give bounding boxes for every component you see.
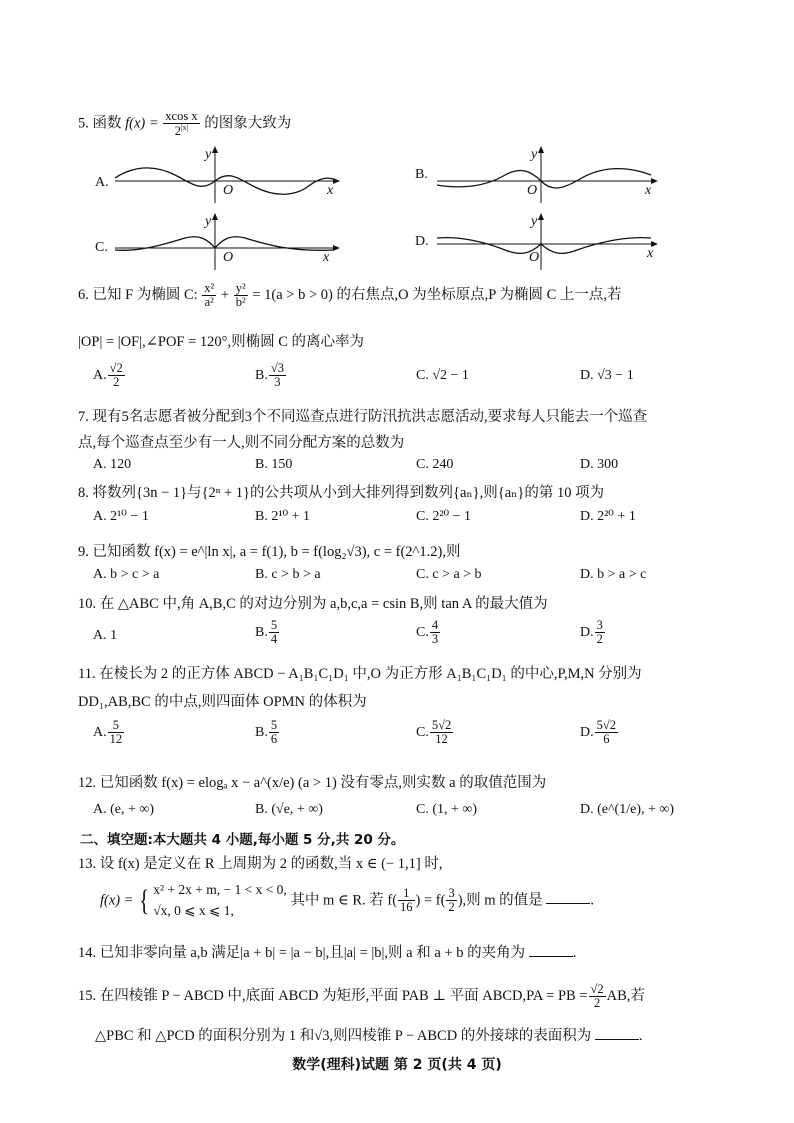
section-heading-fill-in: 二、填空题:本大题共 4 小题,每小题 5 分,共 20 分。 xyxy=(80,832,405,848)
q14-line1: 14. 已知非零向量 a,b 满足|a + b| = |a − b|,且|a| = |b|,则 a 和 a + b 的夹角为 . xyxy=(78,945,577,961)
q13-piecewise: f(x) = { x² + 2x + m, − 1 < x < 0, √x, 0 ⩽ x ⩽ 1, 其中 m ∈ R. 若 f( $\frac{1}{16}$ ) = f( $\frac{3}{2}$ ),则 m 的值是 . xyxy=(100,882,594,918)
q8-option-a: A. 2¹⁰ − 1 xyxy=(93,509,149,524)
q7-option-b: B. 150 xyxy=(255,457,293,472)
q13-answer-blank xyxy=(546,893,590,904)
q6-line1: 6. 已知 F 为椭圆 C: $\frac{\text{x²}}{\text{a²}}$ + $\frac{\text{y²}}{\text{b²}}$ = 1(a > b > 0) 的右焦点,O 为坐标原点,P 为椭圆 C 上一点,若 xyxy=(78,281,622,310)
q10-option-b: B. $\frac{5}{4}$ xyxy=(255,618,278,647)
q11-option-a: A. $\frac{5}{12}$ xyxy=(93,718,123,747)
q9-option-d: D. b > a > c xyxy=(580,567,647,582)
q6-line2: |OP| = |OF|,∠POF = 120°,则椭圆 C 的离心率为 xyxy=(78,334,365,350)
q11-option-c: C. $\frac{5√2}{12}$ xyxy=(416,718,452,747)
graph-b-plot xyxy=(415,145,665,205)
graph-d: D. y O x xyxy=(415,212,665,277)
q5-fraction: $\frac{\text{xcos x}}{2^{|x|}}$ xyxy=(165,109,198,139)
q6-option-a: A. $\frac{√2}{2}$ xyxy=(93,361,123,390)
graph-a-plot xyxy=(95,145,345,205)
q12-option-c: C. (1, + ∞) xyxy=(416,802,478,817)
q7-option-c: C. 240 xyxy=(416,457,454,472)
q12-option-b: B. (√e, + ∞) xyxy=(255,802,323,817)
q6-option-c: C. √2 − 1 xyxy=(416,368,469,383)
q9-option-b: B. c > b > a xyxy=(255,567,321,582)
q12-option-a: A. (e, + ∞) xyxy=(93,802,155,817)
page-footer: 数学(理科)试题 第 2 页(共 4 页) xyxy=(292,1057,502,1073)
q11-option-d: D. $\frac{5√2}{6}$ xyxy=(580,718,616,747)
q10-line1: 10. 在 △ABC 中,角 A,B,C 的对边分别为 a,b,c,a = csin B,则 tan A 的最大值为 xyxy=(78,596,548,612)
q11-line2: DD₁,AB,BC 的中点,则四面体 OPMN 的体积为 xyxy=(78,694,367,710)
q8-option-c: C. 2²⁰ − 1 xyxy=(416,509,472,524)
q9-option-c: C. c > a > b xyxy=(416,567,482,582)
q11-option-b: B. $\frac{5}{6}$ xyxy=(255,718,278,747)
graph-b: B. y O x xyxy=(415,145,665,210)
q14-answer-blank xyxy=(529,946,573,957)
q7-line1: 7. 现有5名志愿者被分配到3个不同巡查点进行防汛抗洪志愿活动,要求每人只能去一个巡查 xyxy=(78,409,648,425)
graph-c: C. y O x xyxy=(95,212,345,277)
q9-line1: 9. 已知函数 f(x) = e^|ln x|, a = f(1), b = f(log₂√3), c = f(2^1.2),则 xyxy=(78,544,461,560)
q8-option-b: B. 2¹⁰ + 1 xyxy=(255,509,311,524)
q9-option-a: A. b > c > a xyxy=(93,567,160,582)
q12-option-d: D. (e^(1/e), + ∞) xyxy=(580,802,675,817)
q10-option-d: D. $\frac{3}{2}$ xyxy=(580,618,603,647)
q5-stem: 5. 函数 f(x) = $\frac{\text{xcos x}}{2^{|x|}}$ 的图象大致为 xyxy=(78,109,292,139)
q10-option-a: A. 1 xyxy=(93,628,118,643)
q7-line2: 点,每个巡查点至少有一人,则不同分配方案的总数为 xyxy=(78,435,405,451)
q10-option-c: C. $\frac{4}{3}$ xyxy=(416,618,439,647)
q6-option-b: B. $\frac{√3}{3}$ xyxy=(255,361,284,390)
graph-c-plot xyxy=(95,212,345,272)
q6-option-d: D. √3 − 1 xyxy=(580,368,634,383)
q7-option-d: D. 300 xyxy=(580,457,619,472)
q13-line1: 13. 设 f(x) 是定义在 R 上周期为 2 的函数,当 x ∈ (− 1,1] 时, xyxy=(78,856,443,872)
q8-option-d: D. 2²⁰ + 1 xyxy=(580,509,636,524)
q7-option-a: A. 120 xyxy=(93,457,132,472)
q15-line1: 15. 在四棱锥 P − ABCD 中,底面 ABCD 为矩形,平面 PAB ⊥ 平面 ABCD,PA = PB = $\frac{√2}{2}$ AB,若 xyxy=(78,982,645,1011)
q11-line1: 11. 在棱长为 2 的正方体 ABCD − A₁B₁C₁D₁ 中,O 为正方形 A₁B₁C₁D₁ 的中心,P,M,N 分别为 xyxy=(78,666,642,682)
q12-line1: 12. 已知函数 f(x) = elogₐ x − a^(x/e) (a > 1) 没有零点,则实数 a 的取值范围为 xyxy=(78,775,547,791)
q15-line2: △PBC 和 △PCD 的面积分别为 1 和√3,则四棱锥 P − ABCD 的外接球的表面积为 . xyxy=(95,1028,643,1044)
q15-answer-blank xyxy=(595,1029,639,1040)
q8-line1: 8. 将数列{3n − 1}与{2ⁿ + 1}的公共项从小到大排列得到数列{aₙ},则{aₙ}的第 10 项为 xyxy=(78,485,605,501)
graph-d-plot xyxy=(415,212,665,272)
graph-a: A. y O x xyxy=(95,145,345,210)
